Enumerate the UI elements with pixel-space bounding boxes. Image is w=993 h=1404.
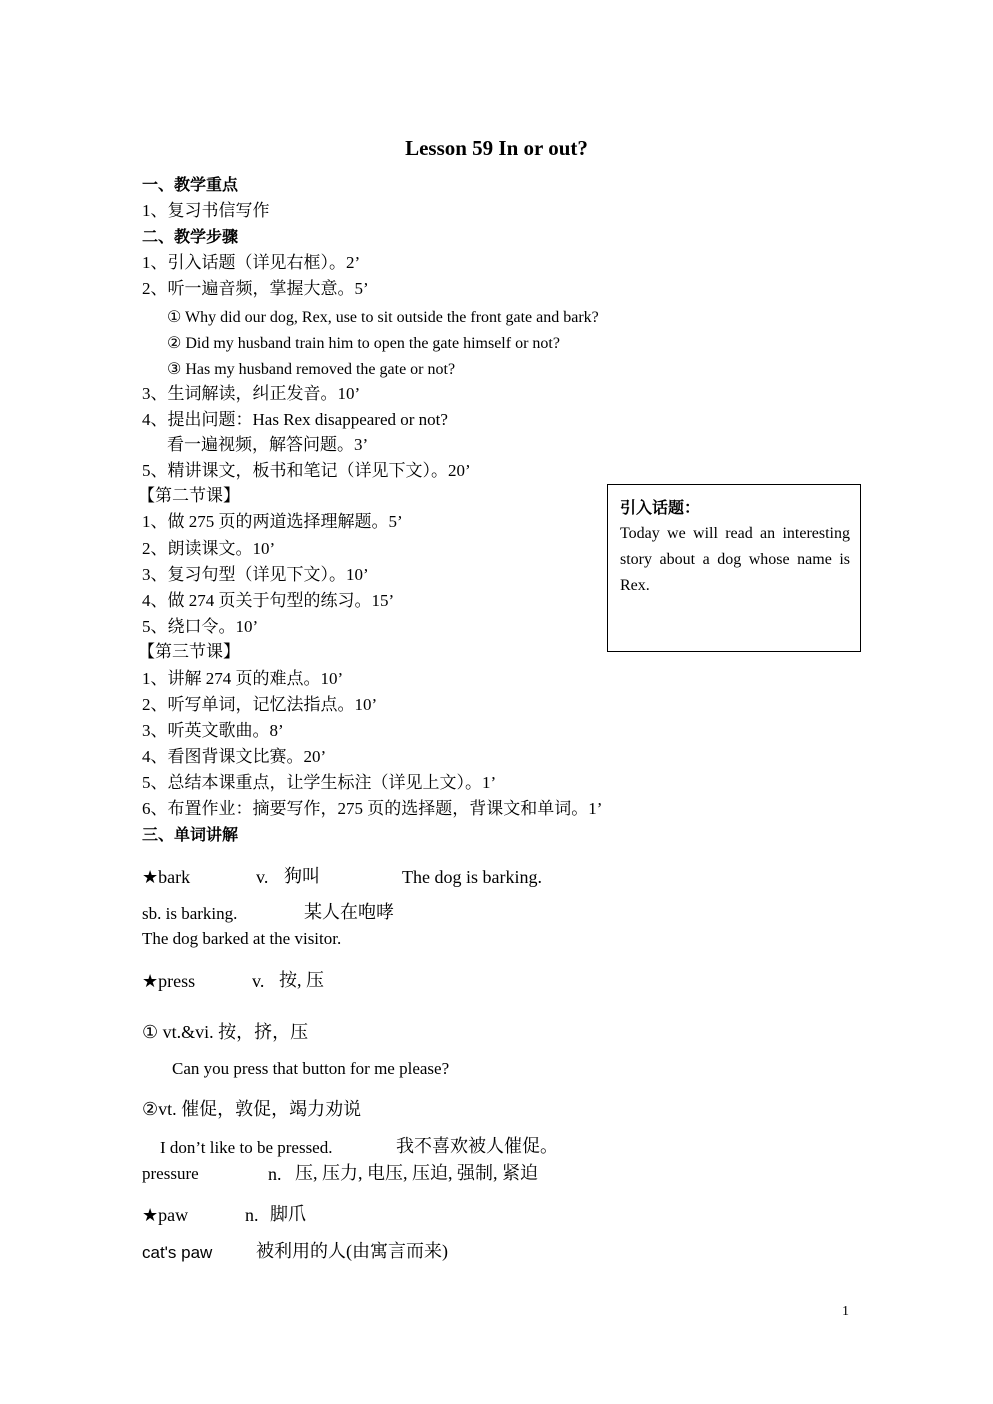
intro-box-body: Today we will read an interesting story about a dog whose name is Rex. <box>620 525 850 594</box>
intro-topic-box <box>607 484 861 652</box>
lesson2-item: 3、复习句型（详见下文）。10’ <box>142 565 369 584</box>
vocab-sense: ②vt. 催促，敦促，竭力劝说 <box>142 1099 362 1119</box>
lesson2-heading: 【第二节课】 <box>138 486 240 505</box>
vocab-pos: v. <box>256 867 269 887</box>
vocab-phrase-meaning: 某人在咆哮 <box>304 902 394 922</box>
lesson3-item: 2、听写单词，记忆法指点。10’ <box>142 695 378 714</box>
step-item: 1、引入话题（详见右框）。2’ <box>142 253 361 272</box>
vocab-example: The dog barked at the visitor. <box>142 929 342 948</box>
vocab-meaning: 压, 压力, 电压, 压迫, 强制, 紧迫 <box>295 1163 538 1183</box>
section-heading-focus: 一、教学重点 <box>142 175 239 194</box>
vocab-pos: v. <box>252 971 265 991</box>
vocab-word-paw: ★paw <box>142 1205 189 1225</box>
step-item: 看一遍视频，解答问题。3’ <box>167 435 369 454</box>
vocab-phrase: sb. is barking. <box>142 904 238 923</box>
vocab-phrase-meaning: 被利用的人(由寓言而来) <box>256 1241 448 1261</box>
step-item: 4、提出问题：Has Rex disappeared or not? <box>142 410 448 429</box>
step-item: 2、听一遍音频，掌握大意。5’ <box>142 279 369 298</box>
lesson3-item: 1、讲解 274 页的难点。10’ <box>142 669 344 688</box>
vocab-phrase: cat's paw <box>142 1243 213 1262</box>
vocab-word-press: ★press <box>142 971 196 991</box>
lesson2-item: 4、做 274 页关于句型的练习。15’ <box>142 591 395 610</box>
question-item: ② Did my husband train him to open the gate himself or not? <box>167 335 560 352</box>
focus-item: 1、复习书信写作 <box>142 201 270 220</box>
step-item: 5、精讲课文，板书和笔记（详见下文）。20’ <box>142 461 471 480</box>
intro-box-title: 引入话题： <box>620 498 701 517</box>
vocab-example-meaning: 我不喜欢被人催促。 <box>396 1136 558 1156</box>
lesson3-item: 4、看图背课文比赛。20’ <box>142 747 327 766</box>
question-item: ① Why did our dog, Rex, use to sit outside the front gate and bark? <box>167 309 599 326</box>
section-heading-steps: 二、教学步骤 <box>142 227 239 246</box>
vocab-example: I don’t like to be pressed. <box>160 1138 333 1157</box>
lesson3-item: 5、总结本课重点，让学生标注（详见上文）。1’ <box>142 773 497 792</box>
lesson2-item: 1、做 275 页的两道选择理解题。5’ <box>142 512 403 531</box>
vocab-meaning: 按, 压 <box>279 970 324 990</box>
vocab-example: The dog is barking. <box>402 867 542 887</box>
lesson2-item: 5、绕口令。10’ <box>142 617 259 636</box>
vocab-sense: ① vt.&vi. 按，挤，压 <box>142 1022 309 1042</box>
question-item: ③ Has my husband removed the gate or not? <box>167 361 456 378</box>
step-item: 3、生词解读，纠正发音。10’ <box>142 384 361 403</box>
vocab-example: Can you press that button for me please? <box>172 1059 450 1078</box>
vocab-pos: n. <box>268 1164 282 1184</box>
vocab-meaning: 狗叫 <box>284 866 320 886</box>
section-heading-vocab: 三、单词讲解 <box>142 825 239 844</box>
page-number: 1 <box>842 1304 849 1319</box>
vocab-meaning: 脚爪 <box>270 1204 306 1224</box>
page-title: Lesson 59 In or out? <box>405 136 588 160</box>
vocab-word-bark: ★bark <box>142 867 191 887</box>
vocab-word-pressure: pressure <box>142 1164 199 1183</box>
vocab-pos: n. <box>245 1205 259 1225</box>
lesson3-heading: 【第三节课】 <box>138 642 240 661</box>
lesson3-item: 3、听英文歌曲。8’ <box>142 721 284 740</box>
lesson2-item: 2、朗读课文。10’ <box>142 539 276 558</box>
lesson3-item: 6、布置作业：摘要写作，275 页的选择题，背课文和单词。1’ <box>142 799 603 818</box>
